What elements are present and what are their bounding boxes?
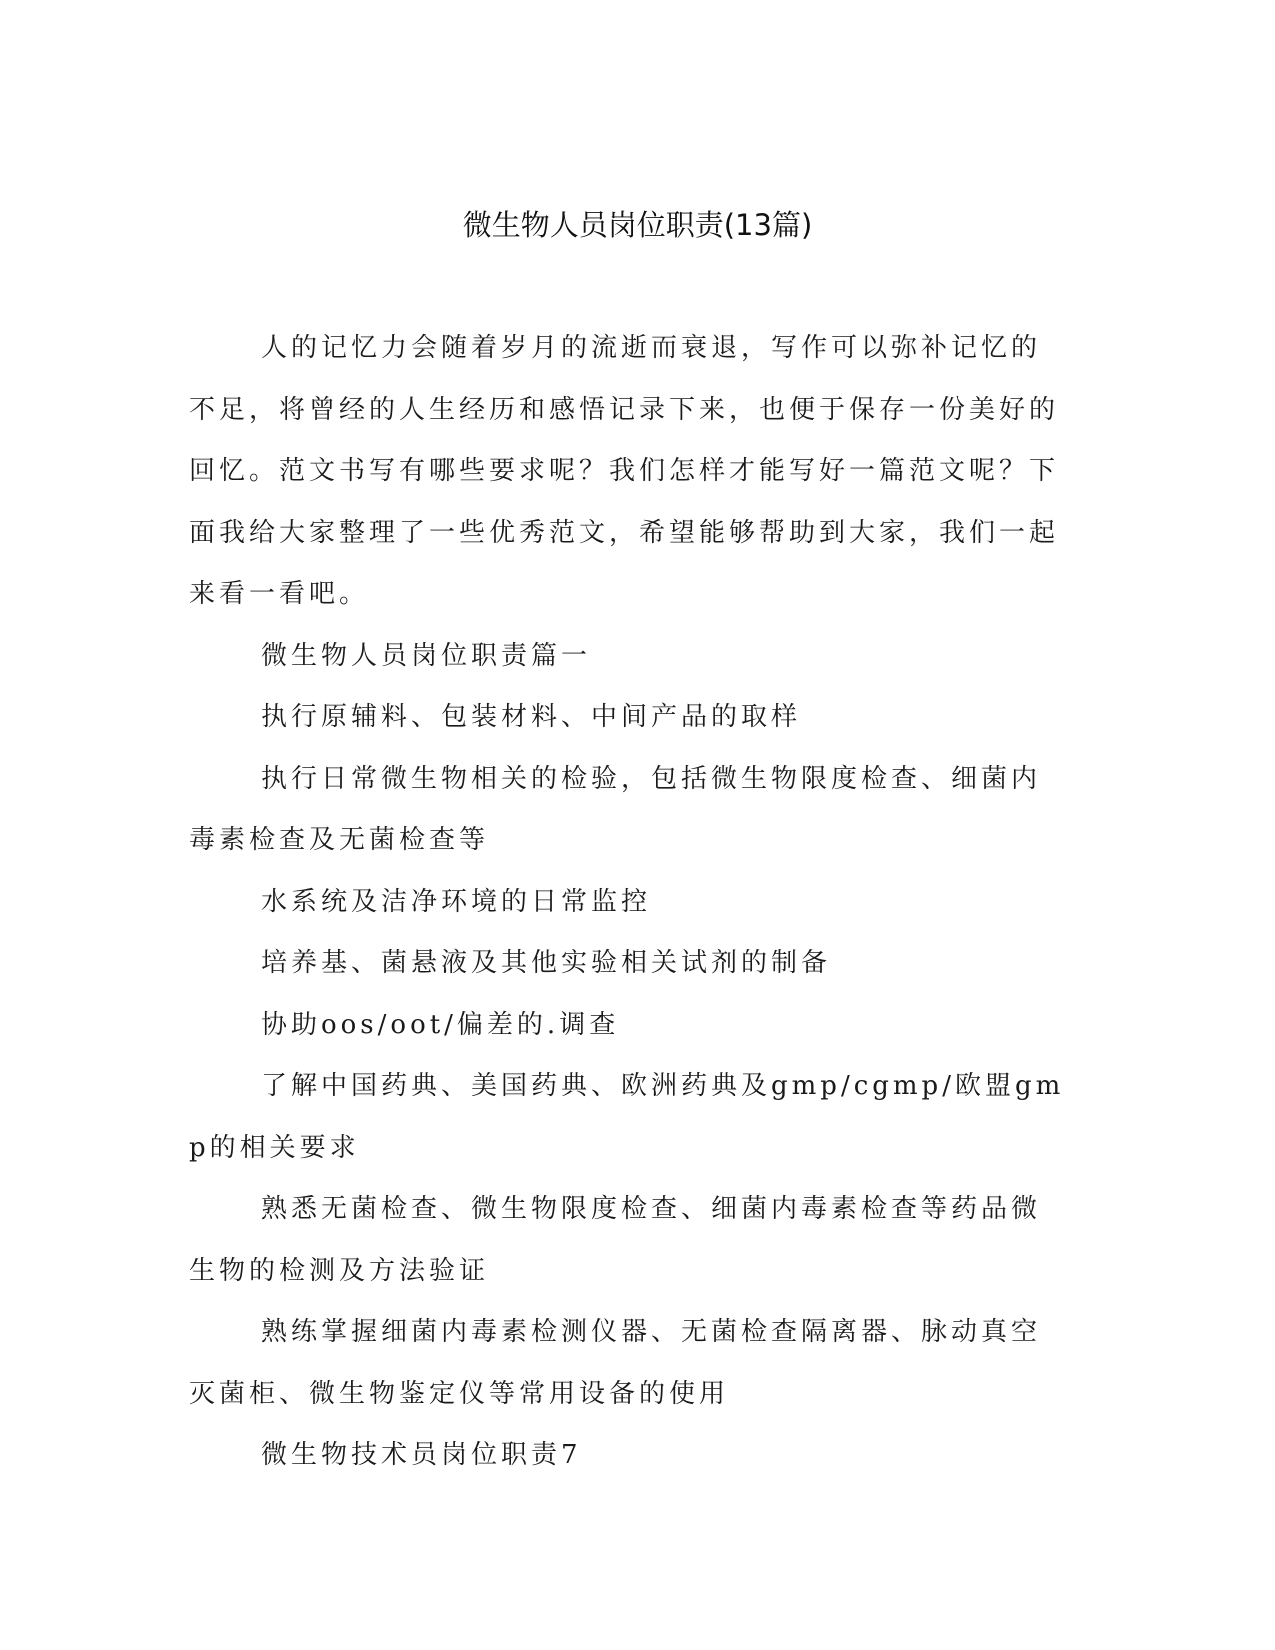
duty-item: 培养基、菌悬液及其他实验相关试剂的制备: [261, 948, 832, 978]
duty-item: 熟练掌握细菌内毒素检测仪器、无菌检查隔离器、脉动真空灭菌柜、微生物鉴定仪等常用设备的使用: [189, 1317, 1042, 1409]
duty-item: 协助oos/oot/偏差的.调查: [261, 1009, 620, 1040]
duty-item: 熟悉无菌检查、微生物限度检查、细菌内毒素检查等药品微生物的检测及方法验证: [189, 1194, 1042, 1286]
duty-item: 水系统及洁净环境的日常监控: [261, 886, 652, 917]
intro-paragraph: 人的记忆力会随着岁月的流逝而衰退，写作可以弥补记忆的不足，将曾经的人生经历和感悟记录下来，也便于保存一份美好的回忆。范文书写有哪些要求呢？我们怎样才能写好一篇范文呢？下面我给大家整理了一些优秀范文，希望能够帮助到大家，我们一起来看一看吧。: [189, 333, 1060, 609]
document-title: 微生物人员岗位职责(13篇): [462, 208, 813, 242]
duty-item: 了解中国药典、美国药典、欧洲药典及gmp/cgmp/欧盟gmp的相关要求: [189, 1071, 1065, 1163]
section-heading: 微生物人员岗位职责篇一: [261, 640, 592, 671]
duty-item: 执行原辅料、包装材料、中间产品的取样: [261, 702, 802, 732]
duty-item: 执行日常微生物相关的检验，包括微生物限度检查、细菌内毒素检查及无菌检查等: [189, 763, 1042, 855]
document-body: [189, 318, 1069, 1487]
section-heading: 微生物技术员岗位职责7: [261, 1440, 582, 1470]
